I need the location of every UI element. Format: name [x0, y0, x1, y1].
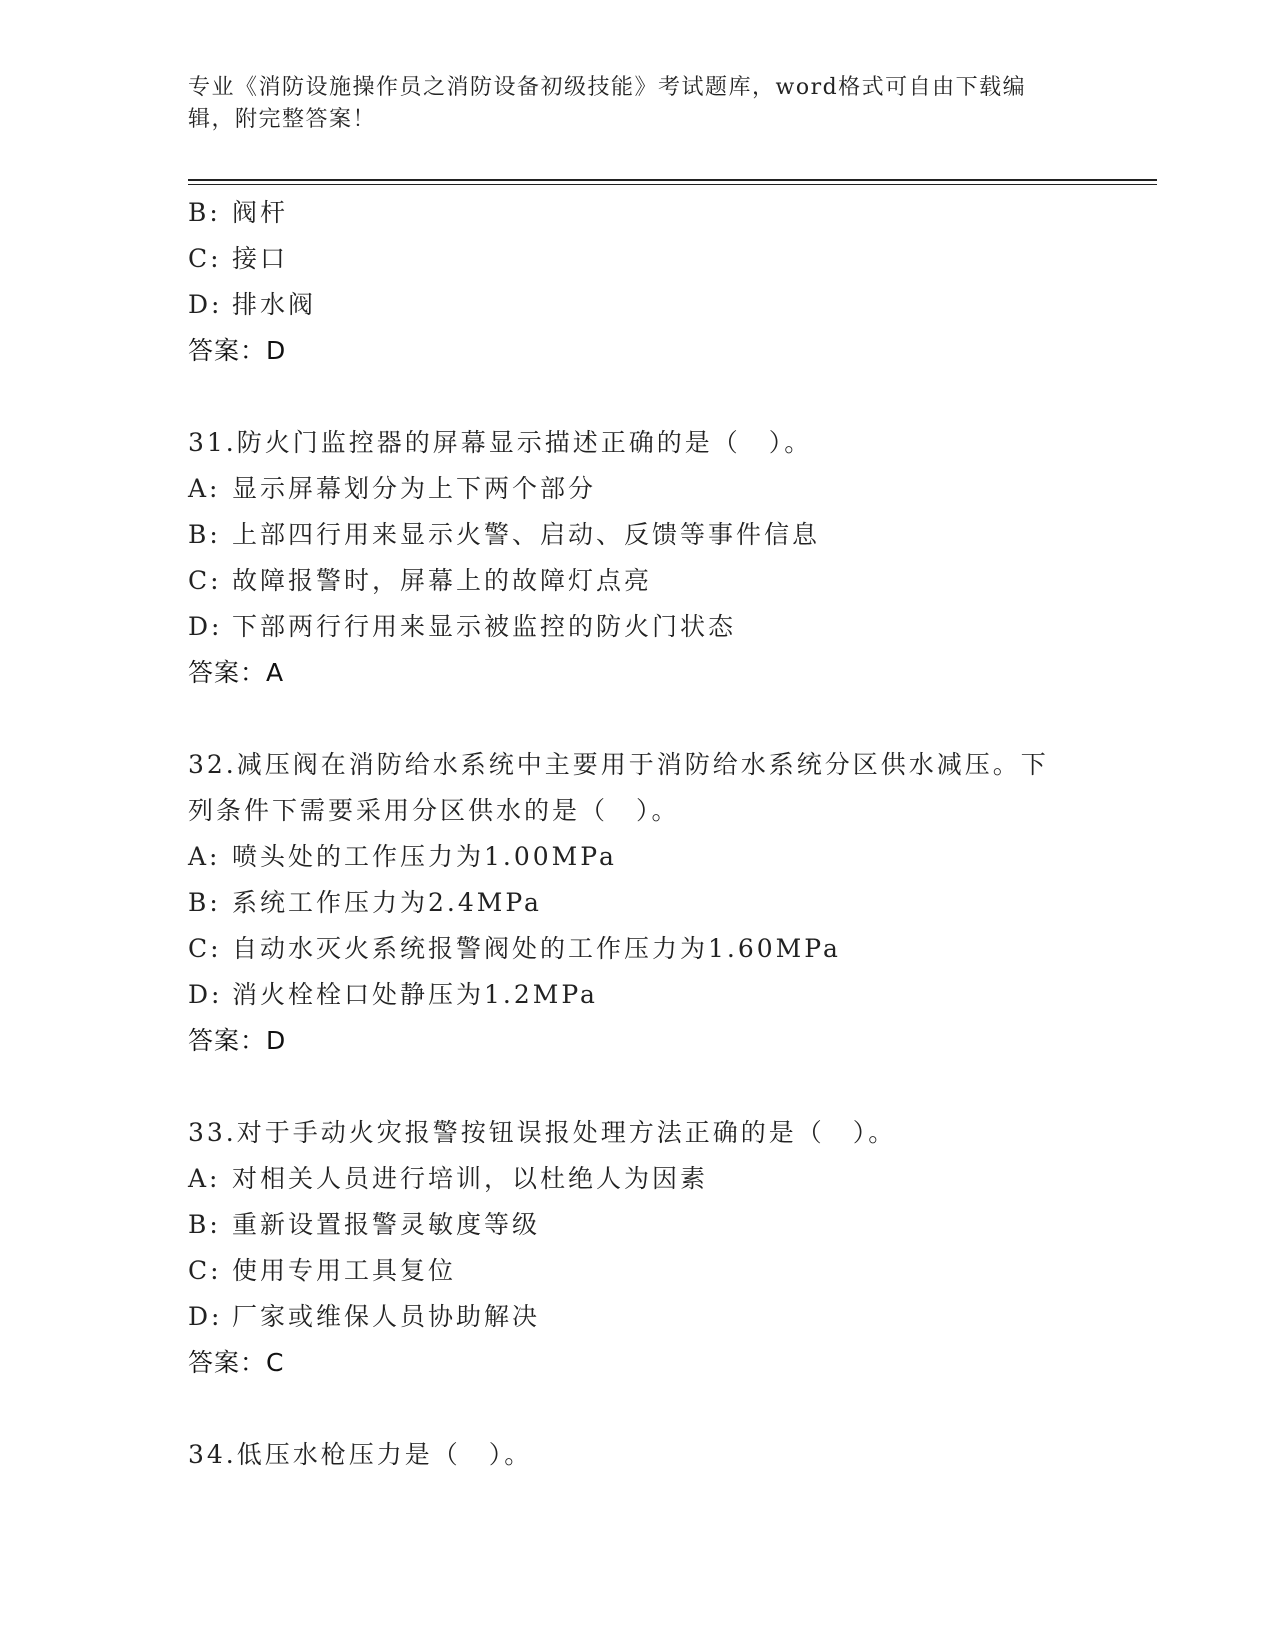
- question-list: [188, 190, 1108, 1478]
- answer: 答案：C: [188, 1348, 285, 1377]
- option-text: 接口: [232, 244, 289, 273]
- option-letter: A:: [188, 842, 221, 871]
- question-34: [188, 1432, 1108, 1478]
- partial-question: [188, 190, 1108, 374]
- option-text: 上部四行用来显示火警、启动、反馈等事件信息: [232, 520, 821, 549]
- option-letter: B:: [188, 1210, 221, 1239]
- option-text: 消火栓栓口处静压为1.2MPa: [232, 980, 598, 1009]
- option-letter: D:: [188, 612, 223, 641]
- option-text: 排水阀: [232, 290, 317, 319]
- option-letter: D:: [188, 290, 223, 319]
- option-c: [188, 926, 1108, 972]
- option-c: [188, 1248, 1108, 1294]
- option-letter: C:: [188, 566, 222, 595]
- option-letter: B:: [188, 198, 221, 227]
- option-d: [188, 972, 1108, 1018]
- option-letter: D:: [188, 1302, 223, 1331]
- question-stem: 32.减压阀在消防给水系统中主要用于消防给水系统分区供水减压。下列条件下需要采用分区供水的是（ ）。: [188, 750, 1049, 825]
- answer: 答案：D: [188, 1026, 287, 1055]
- option-text: 使用专用工具复位: [232, 1256, 457, 1285]
- option-b: [188, 512, 1108, 558]
- option-d: [188, 282, 1108, 328]
- option-text: 故障报警时，屏幕上的故障灯点亮: [232, 566, 653, 595]
- page-header: 专业《消防设施操作员之消防设备初级技能》考试题库，word格式可自由下载编辑，附完整答案！: [188, 75, 1027, 132]
- option-letter: C:: [188, 1256, 222, 1285]
- option-text: 厂家或维保人员协助解决: [232, 1302, 541, 1331]
- question-stem: 31.防火门监控器的屏幕显示描述正确的是（ ）。: [188, 428, 813, 457]
- question-stem: 34.低压水枪压力是（ ）。: [188, 1440, 533, 1469]
- option-text: 显示屏幕划分为上下两个部分: [232, 474, 597, 503]
- option-d: [188, 1294, 1108, 1340]
- question-32: [188, 742, 1108, 1064]
- spacer: [188, 374, 1108, 420]
- option-letter: D:: [188, 980, 223, 1009]
- option-letter: B:: [188, 520, 221, 549]
- option-d: [188, 604, 1108, 650]
- option-c: [188, 558, 1108, 604]
- option-text: 自动水灭火系统报警阀处的工作压力为1.60MPa: [232, 934, 841, 963]
- option-c: [188, 236, 1108, 282]
- option-a: [188, 1156, 1108, 1202]
- option-text: 下部两行行用来显示被监控的防火门状态: [232, 612, 737, 641]
- option-text: 阀杆: [232, 198, 289, 227]
- header-divider-thin: [188, 184, 1157, 185]
- option-letter: A:: [188, 474, 221, 503]
- option-text: 重新设置报警灵敏度等级: [232, 1210, 541, 1239]
- option-letter: A:: [188, 1164, 221, 1193]
- spacer: [188, 1064, 1108, 1110]
- option-b: [188, 1202, 1108, 1248]
- option-b: [188, 190, 1108, 236]
- header-divider-thick: [188, 179, 1157, 181]
- question-33: [188, 1110, 1108, 1386]
- option-letter: B:: [188, 888, 221, 917]
- option-b: [188, 880, 1108, 926]
- option-text: 对相关人员进行培训，以杜绝人为因素: [232, 1164, 709, 1193]
- option-letter: C:: [188, 244, 222, 273]
- option-text: 喷头处的工作压力为1.00MPa: [232, 842, 617, 871]
- answer: 答案：A: [188, 658, 285, 687]
- answer: 答案：D: [188, 336, 287, 365]
- question-stem: 33.对于手动火灾报警按钮误报处理方法正确的是（ ）。: [188, 1118, 897, 1147]
- option-a: [188, 466, 1108, 512]
- option-letter: C:: [188, 934, 222, 963]
- spacer: [188, 1386, 1108, 1432]
- spacer: [188, 696, 1108, 742]
- option-a: [188, 834, 1108, 880]
- question-31: [188, 420, 1108, 696]
- option-text: 系统工作压力为2.4MPa: [232, 888, 542, 917]
